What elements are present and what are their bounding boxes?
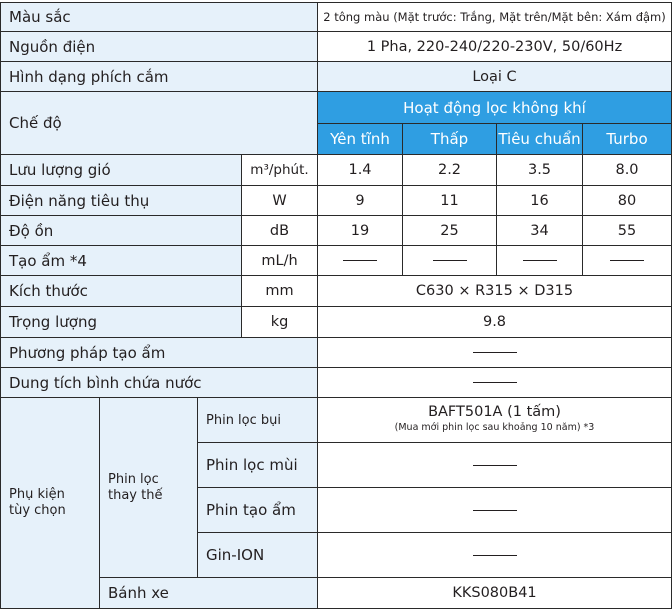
- weight-value: 9.8: [317, 306, 672, 338]
- dust-filter-value: BAFT501A (1 tấm) (Mua mới phin lọc sau khoảng 10 năm) *3: [317, 397, 672, 443]
- humidify-unit: mL/h: [241, 245, 318, 276]
- ginion-label: Gin-ION: [197, 532, 318, 578]
- empty-dash: [473, 352, 517, 353]
- dimensions-value: C630 × R315 × D315: [317, 275, 672, 307]
- airflow-turbo: 8.0: [582, 154, 672, 186]
- ginion-value: [317, 532, 672, 578]
- humidify-label: Tạo ẩm *4: [0, 245, 242, 276]
- empty-dash: [523, 260, 557, 261]
- humidify-low: [402, 245, 497, 276]
- tank-label: Dung tích bình chứa nước: [0, 367, 318, 398]
- power-label: Nguồn điện: [0, 31, 318, 62]
- humidify-turbo: [582, 245, 672, 276]
- odor-filter-value: [317, 442, 672, 488]
- dimensions-unit: mm: [241, 275, 318, 307]
- color-value: 2 tông màu (Mặt trước: Trắng, Mặt trên/Mặt bên: Xám đậm): [317, 2, 672, 32]
- mode-low: Thấp: [402, 123, 497, 155]
- airflow-unit: m³/phút.: [241, 154, 318, 186]
- empty-dash: [473, 555, 517, 556]
- consumption-standard: 16: [496, 185, 583, 216]
- mode-group-header: Hoạt động lọc không khí: [317, 91, 672, 124]
- color-label: Màu sắc: [0, 2, 318, 32]
- humid-filter-value: [317, 487, 672, 533]
- consumption-quiet: 9: [317, 185, 403, 216]
- empty-dash: [473, 510, 517, 511]
- plug-label: Hình dạng phích cắm: [0, 61, 318, 92]
- airflow-low: 2.2: [402, 154, 497, 186]
- mode-label: Chế độ: [0, 91, 318, 155]
- tank-value: [317, 367, 672, 398]
- dimensions-label: Kích thước: [0, 275, 242, 307]
- airflow-label: Lưu lượng gió: [0, 154, 242, 186]
- consumption-low: 11: [402, 185, 497, 216]
- empty-dash: [473, 382, 517, 383]
- wheels-label: Bánh xe: [99, 577, 318, 609]
- humid-filter-label: Phin tạo ẩm: [197, 487, 318, 533]
- noise-unit: dB: [241, 215, 318, 246]
- weight-label: Trọng lượng: [0, 306, 242, 338]
- humid-method-label: Phương pháp tạo ẩm: [0, 337, 318, 368]
- accessories-label: Phụ kiện tùy chọn: [0, 397, 100, 609]
- empty-dash: [433, 260, 467, 261]
- wheels-value: KKS080B41: [317, 577, 672, 609]
- noise-standard: 34: [496, 215, 583, 246]
- noise-label: Độ ồn: [0, 215, 242, 246]
- replacement-filters-label: Phin lọc thay thế: [99, 397, 198, 578]
- mode-quiet: Yên tĩnh: [317, 123, 403, 155]
- empty-dash: [343, 260, 377, 261]
- consumption-turbo: 80: [582, 185, 672, 216]
- airflow-standard: 3.5: [496, 154, 583, 186]
- odor-filter-label: Phin lọc mùi: [197, 442, 318, 488]
- noise-turbo: 55: [582, 215, 672, 246]
- airflow-quiet: 1.4: [317, 154, 403, 186]
- mode-standard: Tiêu chuẩn: [496, 123, 583, 155]
- humid-method-value: [317, 337, 672, 368]
- empty-dash: [473, 465, 517, 466]
- empty-dash: [610, 260, 644, 261]
- plug-value: Loại C: [317, 61, 672, 92]
- humidify-standard: [496, 245, 583, 276]
- dust-filter-label: Phin lọc bụi: [197, 397, 318, 443]
- noise-quiet: 19: [317, 215, 403, 246]
- consumption-label: Điện năng tiêu thụ: [0, 185, 242, 216]
- consumption-unit: W: [241, 185, 318, 216]
- mode-turbo: Turbo: [582, 123, 672, 155]
- power-value: 1 Pha, 220-240/220-230V, 50/60Hz: [317, 31, 672, 62]
- weight-unit: kg: [241, 306, 318, 338]
- noise-low: 25: [402, 215, 497, 246]
- humidify-quiet: [317, 245, 403, 276]
